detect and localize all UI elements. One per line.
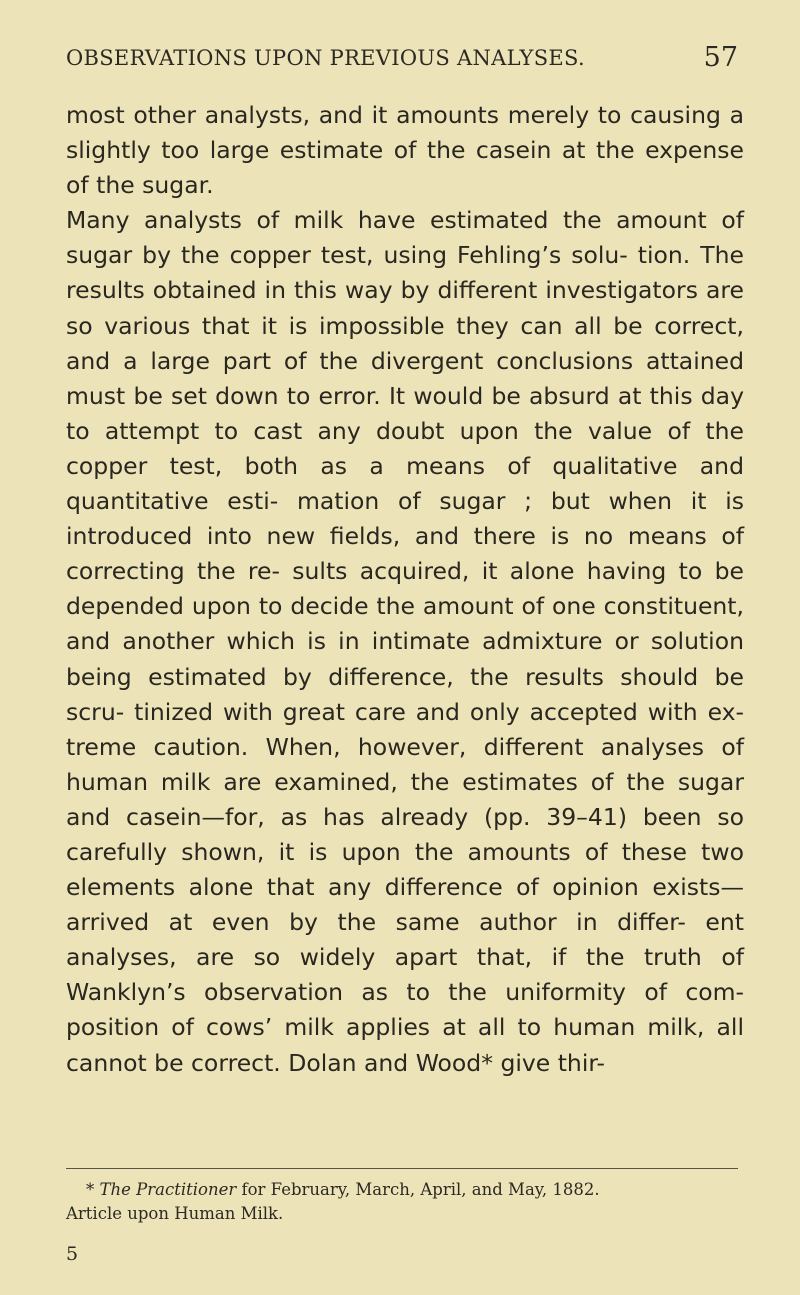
footnote-line-1-rest: for February, March, April, and May, 1882. <box>236 1180 600 1199</box>
signature-mark: 5 <box>66 1243 79 1265</box>
footnote-rule <box>66 1168 738 1169</box>
footnote-source-title: The Practitioner <box>99 1180 237 1199</box>
paragraph: Many analysts of milk have estimated the amount of sugar by the copper test, using Fehling’s solu- tion. The results obtained in this way by different investigators are so various that it is impossible they can all be correct, and a large part of the divergent conclusions attained must be set down to error. It would be absurd at this day to attempt to cast any doubt upon the value of the copper test, both as a means of qualitative and quantitative esti- mation of sugar ; but when it is introduced into new fields, and there is no means of correcting the re- sults acquired, it alone having to be depended upon to decide the amount of one constituent, and another which is in intimate admixture or solution being estimated by difference, the results should be scru- tinized with great care and only accepted with ex- treme caution. When, however, different analyses of human milk are examined, the estimates of the sugar and casein—for, as has already (pp. 39–41) been so carefully shown, it is upon the amounts of these two elements alone that any difference of opinion exists—arrived at even by the same author in differ- ent analyses, are so widely apart that, if the truth of Wanklyn’s observation as to the uniformity of com- position of cows’ milk applies at all to human milk, all cannot be correct. Dolan and Wood* give thir- <box>66 206 744 1077</box>
footnote-line-1 <box>66 1178 738 1202</box>
footnote-line-2: Article upon Human Milk. <box>66 1204 284 1223</box>
footnote <box>66 1178 738 1226</box>
body-text <box>66 98 744 1081</box>
running-title: OBSERVATIONS UPON PREVIOUS ANALYSES. <box>66 46 585 70</box>
footnote-marker: * <box>86 1180 95 1199</box>
page-number: 57 <box>703 42 738 73</box>
paragraph-continued: most other analysts, and it amounts merely to causing a slightly too large estimate of the casein at the expense of the sugar. <box>66 101 744 200</box>
running-head <box>66 42 738 86</box>
